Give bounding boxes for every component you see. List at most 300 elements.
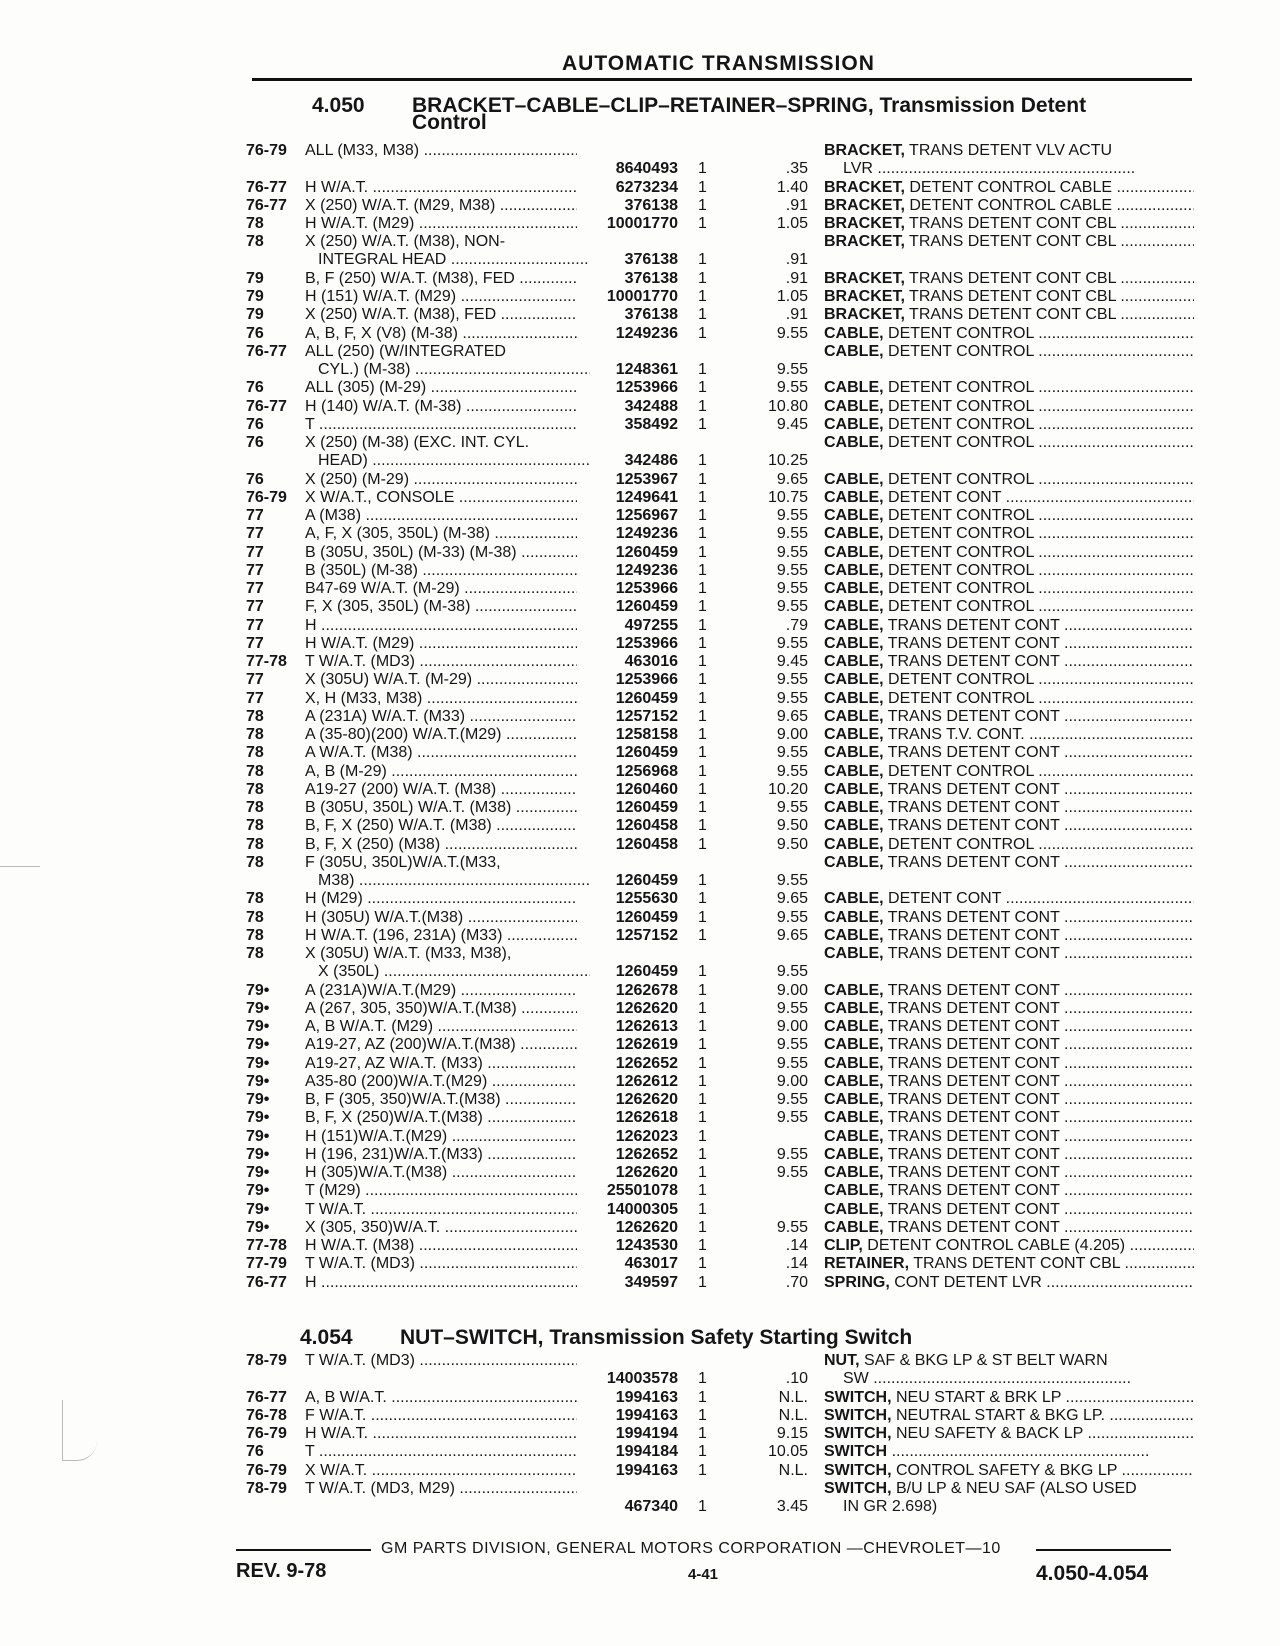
quantity: 1 (698, 780, 707, 798)
description-noun: SWITCH, (824, 1388, 892, 1406)
description-detail: DETENT CONTROL CABLE (909, 178, 1113, 196)
description-noun: SWITCH, (824, 1461, 892, 1479)
part-number: 1262620 (615, 1218, 678, 1236)
description (824, 598, 1194, 616)
description (824, 233, 1194, 251)
application: H W/A.T. (M29) ..... (305, 635, 577, 653)
description (824, 325, 1194, 343)
part-number: 25501078 (606, 1182, 678, 1200)
section-title: BRACKET–CABLE–CLIP–RETAINER–SPRING, Transmission Detent (412, 94, 1087, 117)
description-detail: DETENT CONTROL (888, 434, 1034, 451)
part-number: 1257152 (615, 707, 678, 725)
part-number: 1253966 (615, 379, 678, 397)
description-noun: CABLE, (824, 415, 884, 433)
table-row (0, 1425, 1280, 1443)
description-detail: TRANS DETENT VLV ACTU (909, 142, 1113, 159)
table-row (0, 416, 1280, 434)
table-row (0, 1018, 1280, 1036)
price: 9.00 (776, 726, 808, 743)
price: 9.55 (776, 379, 808, 397)
table-row (0, 890, 1280, 908)
description (824, 507, 1194, 525)
application: ALL (305) (M-29) ..... (305, 379, 577, 397)
table-row (0, 580, 1280, 598)
description-noun: CABLE, (824, 324, 884, 342)
quantity: 1 (698, 1237, 707, 1254)
description-detail: B/U LP & NEU SAF (ALSO USED (896, 1479, 1137, 1497)
description (824, 927, 1194, 945)
description (824, 1073, 1194, 1091)
price: 9.00 (776, 1018, 808, 1035)
description (824, 1462, 1194, 1480)
application: F (305U, 350L)W/A.T.(M33, (305, 853, 501, 871)
table-row (0, 1407, 1280, 1425)
part-number: 467340 (624, 1497, 678, 1515)
description-noun: CABLE, (824, 780, 884, 798)
model-year: 79• (246, 1145, 270, 1163)
model-year: 78 (246, 233, 264, 251)
table-row (0, 1352, 1280, 1389)
description (824, 1255, 1194, 1273)
description (824, 1480, 1194, 1498)
application: F, X (305, 350L) (M-38) ..... (305, 598, 577, 616)
part-number: 6273234 (615, 178, 678, 196)
application: H W/A.T. (M38) ..... (305, 1237, 577, 1255)
description-detail: TRANS DETENT CONT (887, 707, 1060, 725)
quantity: 1 (698, 561, 707, 579)
description-detail: TRANS DETENT CONT (887, 1182, 1060, 1200)
description-noun: CABLE, (824, 616, 884, 634)
description-detail: DETENT CONTROL (888, 525, 1034, 543)
quantity: 1 (698, 525, 707, 543)
model-year: 78-79 (246, 1352, 287, 1369)
quantity: 1 (698, 835, 707, 853)
parts-table-4050 (0, 142, 1280, 1292)
table-row (0, 507, 1280, 525)
model-year: 77 (246, 616, 264, 634)
model-year: 77 (246, 507, 264, 524)
model-year: 78 (246, 744, 264, 762)
model-year: 77 (246, 580, 264, 597)
description-noun: BRACKET, (824, 178, 905, 196)
description-detail: DETENT CONT (888, 890, 1002, 908)
table-row (0, 525, 1280, 543)
quantity: 1 (698, 415, 707, 433)
description-detail: TRANS DETENT CONT (887, 1200, 1060, 1218)
price: 10.05 (767, 1443, 808, 1461)
part-number: 376138 (624, 269, 678, 287)
part-number: 1262652 (615, 1054, 678, 1072)
description-noun: CABLE, (824, 926, 884, 944)
table-row (0, 1219, 1280, 1237)
application: B, F, X (250) W/A.T. (M38) ..... (305, 817, 577, 835)
description-detail: TRANS DETENT CONT CBL (909, 215, 1116, 232)
application-cont: M38) ..... (318, 872, 590, 890)
quantity: 1 (698, 507, 707, 524)
description (824, 635, 1194, 653)
table-row (0, 1055, 1280, 1073)
application: B, F, X (250) (M38) ..... (305, 836, 577, 854)
table-row (0, 726, 1280, 744)
model-year: 79• (246, 1054, 270, 1072)
description-detail: DETENT CONTROL (888, 379, 1034, 397)
model-year: 77-79 (246, 1255, 287, 1273)
price: 9.55 (776, 999, 808, 1017)
price: 1.05 (776, 288, 808, 305)
application: A (231A) W/A.T. (M33) ..... (305, 708, 577, 726)
application: B (350L) (M-38) ..... (305, 562, 577, 580)
description-detail: DETENT CONTROL (888, 561, 1034, 579)
page-title: AUTOMATIC TRANSMISSION (562, 52, 875, 75)
description-detail: SAF & BKG LP & ST BELT WARN (864, 1352, 1108, 1369)
quantity: 1 (698, 288, 707, 305)
description (824, 580, 1194, 598)
quantity: 1 (698, 707, 707, 725)
description-noun: BRACKET, (824, 196, 905, 214)
part-number: 1249236 (615, 324, 678, 342)
description-noun: CABLE, (824, 525, 884, 543)
part-number: 463017 (624, 1255, 678, 1273)
description (824, 617, 1194, 635)
quantity: 1 (698, 1145, 707, 1163)
price: 9.55 (776, 543, 808, 561)
part-number: 463016 (624, 653, 678, 670)
quantity: 1 (698, 324, 707, 342)
price: .10 (785, 1370, 808, 1387)
part-number: 349597 (624, 1273, 678, 1291)
model-year: 76 (246, 470, 264, 488)
description-noun: CABLE, (824, 580, 884, 597)
price: 9.55 (776, 324, 808, 342)
description (824, 1237, 1194, 1255)
quantity: 1 (698, 1182, 707, 1200)
price: 10.20 (767, 780, 808, 798)
table-row (0, 854, 1280, 891)
description-noun: NUT, (824, 1352, 860, 1369)
table-row (0, 635, 1280, 653)
part-number: 1260458 (615, 835, 678, 853)
description-noun: CABLE, (824, 671, 884, 689)
table-row (0, 179, 1280, 197)
model-year: 78 (246, 726, 264, 743)
price: 9.15 (776, 1425, 808, 1442)
description-detail: TRANS DETENT CONT CBL (913, 1255, 1121, 1273)
part-number: 1248361 (615, 360, 678, 378)
quantity: 1 (698, 1255, 707, 1273)
quantity: 1 (698, 1164, 707, 1181)
model-year: 76-77 (246, 1388, 287, 1406)
application: X (250) W/A.T. (M38), FED ..... (305, 306, 577, 324)
application: H (151) W/A.T. (M29) ..... (305, 288, 577, 306)
quantity: 1 (698, 616, 707, 634)
description-noun: CABLE, (824, 1145, 884, 1163)
price: 10.25 (767, 452, 808, 469)
model-year: 76 (246, 1443, 264, 1461)
part-number: 358492 (624, 415, 678, 433)
description-detail: NEU START & BRK LP (896, 1388, 1062, 1406)
price: 9.55 (776, 598, 808, 616)
description-detail: TRANS DETENT CONT (887, 1036, 1060, 1054)
model-year: 77 (246, 525, 264, 543)
application: H (305)W/A.T.(M38) ..... (305, 1164, 577, 1182)
quantity: 1 (698, 251, 707, 269)
table-row (0, 288, 1280, 306)
price: 9.55 (776, 963, 808, 980)
table-row (0, 598, 1280, 616)
model-year: 76-77 (246, 397, 287, 415)
price: 9.45 (776, 653, 808, 670)
application: H (196, 231)W/A.T.(M33) ..... (305, 1146, 577, 1164)
price: 9.55 (776, 1054, 808, 1072)
model-year: 79• (246, 1200, 270, 1218)
description (824, 744, 1194, 762)
application: X (305U) W/A.T. (M-29) ..... (305, 671, 577, 689)
description-noun: CABLE, (824, 342, 884, 360)
description-noun: CABLE, (824, 999, 884, 1017)
model-year: 78 (246, 908, 264, 926)
table-row (0, 653, 1280, 671)
quantity: 1 (698, 452, 707, 469)
application: X (250) (M-38) (EXC. INT. CYL. (305, 434, 530, 451)
description (824, 817, 1194, 835)
part-number: 1260459 (615, 963, 678, 980)
description-detail: TRANS DETENT CONT (887, 744, 1060, 762)
price: .70 (785, 1273, 808, 1291)
application: ALL (M33, M38) ..... (305, 142, 577, 160)
description (824, 1055, 1194, 1073)
price: 10.75 (767, 488, 808, 506)
application: A, B, F, X (V8) (M-38) ..... (305, 325, 577, 343)
quantity: 1 (698, 306, 707, 324)
quantity: 1 (698, 890, 707, 908)
price: 9.65 (776, 926, 808, 944)
description (824, 1000, 1194, 1018)
section-number: 4.054 (300, 1326, 353, 1349)
table-row (0, 325, 1280, 343)
description (824, 653, 1194, 671)
table-row (0, 398, 1280, 416)
quantity: 1 (698, 215, 707, 232)
price: 9.55 (776, 671, 808, 689)
part-number: 14003578 (606, 1370, 678, 1387)
price: N.L. (778, 1388, 808, 1406)
price: 9.55 (776, 799, 808, 816)
quantity: 1 (698, 488, 707, 506)
description-detail: DETENT CONTROL (888, 543, 1034, 561)
price: .91 (785, 306, 808, 324)
quantity: 1 (698, 397, 707, 415)
price: 3.45 (776, 1497, 808, 1515)
price: .79 (785, 616, 808, 634)
description (824, 1219, 1194, 1237)
model-year: 79• (246, 999, 270, 1017)
description-detail: TRANS DETENT CONT (887, 853, 1060, 871)
section-title: NUT–SWITCH, Transmission Safety Starting Switch (400, 1326, 913, 1349)
description-noun: CABLE, (824, 1036, 884, 1054)
description-detail: DETENT CONT (888, 488, 1002, 506)
part-number: 1255630 (615, 890, 678, 908)
application: A19-27, AZ W/A.T. (M33) ..... (305, 1055, 577, 1073)
description (824, 945, 1194, 963)
part-number: 1994163 (615, 1461, 678, 1479)
description-noun: SWITCH, (824, 1406, 892, 1424)
application: B (305U, 350L) (M-33) (M-38) ..... (305, 544, 577, 562)
table-row (0, 836, 1280, 854)
description (824, 1352, 1194, 1370)
part-number: 1249236 (615, 525, 678, 543)
application: H (140) W/A.T. (M-38) ..... (305, 398, 577, 416)
description (824, 525, 1194, 543)
table-row (0, 1182, 1280, 1200)
model-year: 79 (246, 306, 264, 324)
application: H (305U) W/A.T.(M38) ..... (305, 909, 577, 927)
part-number: 1262613 (615, 1018, 678, 1035)
application: H (151)W/A.T.(M29) ..... (305, 1128, 577, 1146)
description-noun: CABLE, (824, 543, 884, 561)
description-detail: DETENT CONTROL (888, 324, 1034, 342)
part-number: 1260459 (615, 689, 678, 707)
quantity: 1 (698, 1461, 707, 1479)
model-year: 76-77 (246, 342, 287, 360)
model-year: 76-79 (246, 1425, 287, 1442)
table-row (0, 927, 1280, 945)
description-noun: CABLE, (824, 1200, 884, 1218)
revision-label: REV. 9-78 (236, 1560, 327, 1582)
quantity: 1 (698, 908, 707, 926)
table-row (0, 945, 1280, 982)
quantity: 1 (698, 1054, 707, 1072)
part-number: 1994184 (615, 1443, 678, 1461)
table-row (0, 197, 1280, 215)
description-cont: SW ..... (843, 1370, 1213, 1388)
description-detail: DETENT CONTROL (888, 762, 1034, 780)
description-detail: DETENT CONTROL (888, 415, 1034, 433)
part-number: 1253966 (615, 671, 678, 689)
part-number: 1243530 (615, 1237, 678, 1254)
part-number: 1249641 (615, 488, 678, 506)
part-number: 1262652 (615, 1145, 678, 1163)
model-year: 78 (246, 926, 264, 944)
quantity: 1 (698, 1406, 707, 1424)
description (824, 1036, 1194, 1054)
description (824, 343, 1194, 361)
model-year: 77 (246, 689, 264, 707)
quantity: 1 (698, 1273, 707, 1291)
application: A, F, X (305, 350L) (M-38) ..... (305, 525, 577, 543)
description (824, 270, 1194, 288)
description (824, 909, 1194, 927)
description-noun: CABLE, (824, 689, 884, 707)
price: 9.55 (776, 561, 808, 579)
table-row (0, 142, 1280, 179)
application: ALL (250) (W/INTEGRATED (305, 342, 506, 360)
application: X (250) W/A.T. (M29, M38) ..... (305, 197, 577, 215)
table-row (0, 690, 1280, 708)
parts-table-4054 (0, 1352, 1280, 1516)
table-row (0, 544, 1280, 562)
application-cont: HEAD) ..... (318, 452, 590, 470)
description (824, 854, 1194, 872)
description-noun: SWITCH, (824, 1425, 892, 1442)
description-noun: BRACKET, (824, 215, 905, 232)
quantity: 1 (698, 1425, 707, 1442)
table-row (0, 270, 1280, 288)
part-number: 342488 (624, 397, 678, 415)
model-year: 78 (246, 890, 264, 908)
quantity: 1 (698, 543, 707, 561)
description-noun: CABLE, (824, 1109, 884, 1127)
price: .91 (785, 269, 808, 287)
description-detail: TRANS DETENT CONT CBL (909, 306, 1116, 324)
quantity: 1 (698, 744, 707, 762)
description-noun: CABLE, (824, 744, 884, 762)
description-noun: BRACKET, (824, 306, 905, 324)
application: H W/A.T. (M29) ..... (305, 215, 577, 233)
description-noun: CABLE, (824, 817, 884, 835)
model-year: 78 (246, 780, 264, 798)
description-noun: CABLE, (824, 434, 884, 451)
application: B, F, X (250)W/A.T.(M38) ..... (305, 1109, 577, 1127)
table-row (0, 781, 1280, 799)
application: X, H (M33, M38) ..... (305, 690, 577, 708)
page-number: 4-41 (688, 1566, 719, 1583)
part-number: 376138 (624, 196, 678, 214)
description-detail: DETENT CONTROL (888, 507, 1034, 524)
quantity: 1 (698, 160, 707, 177)
description (824, 471, 1194, 489)
model-year: 78-79 (246, 1479, 287, 1497)
price: 9.00 (776, 1072, 808, 1090)
description-detail: CONTROL SAFETY & BKG LP (896, 1461, 1118, 1479)
model-year: 77 (246, 634, 264, 652)
table-row (0, 1109, 1280, 1127)
table-row (0, 1073, 1280, 1091)
model-year: 79• (246, 1164, 270, 1181)
application: A W/A.T. (M38) ..... (305, 744, 577, 762)
description-noun: CABLE, (824, 908, 884, 926)
application: H W/A.T. ..... (305, 1425, 577, 1443)
table-row (0, 1462, 1280, 1480)
description-detail: DETENT CONTROL (888, 470, 1034, 488)
model-year: 76 (246, 379, 264, 397)
application: H W/A.T. ..... (305, 179, 577, 197)
description-detail: TRANS DETENT CONT (887, 799, 1060, 816)
quantity: 1 (698, 1388, 707, 1406)
quantity: 1 (698, 689, 707, 707)
section-heading-4054 (300, 1326, 1150, 1350)
part-number: 1260459 (615, 908, 678, 926)
table-row (0, 233, 1280, 270)
table-row (0, 343, 1280, 380)
description-noun: CABLE, (824, 1072, 884, 1090)
description (824, 434, 1194, 452)
model-year: 79 (246, 269, 264, 287)
price: 9.55 (776, 580, 808, 597)
section-heading-4050 (312, 94, 1162, 134)
part-number: 1260458 (615, 817, 678, 835)
application: B47-69 W/A.T. (M-29) ..... (305, 580, 577, 598)
description-detail: TRANS DETENT CONT (887, 1018, 1060, 1035)
part-number: 376138 (624, 251, 678, 269)
part-number: 1249236 (615, 561, 678, 579)
application: X W/A.T. ..... (305, 1462, 577, 1480)
price: .91 (785, 251, 808, 269)
model-year: 76-77 (246, 178, 287, 196)
quantity: 1 (698, 1072, 707, 1090)
part-number: 1262612 (615, 1072, 678, 1090)
description (824, 982, 1194, 1000)
model-year: 77 (246, 561, 264, 579)
